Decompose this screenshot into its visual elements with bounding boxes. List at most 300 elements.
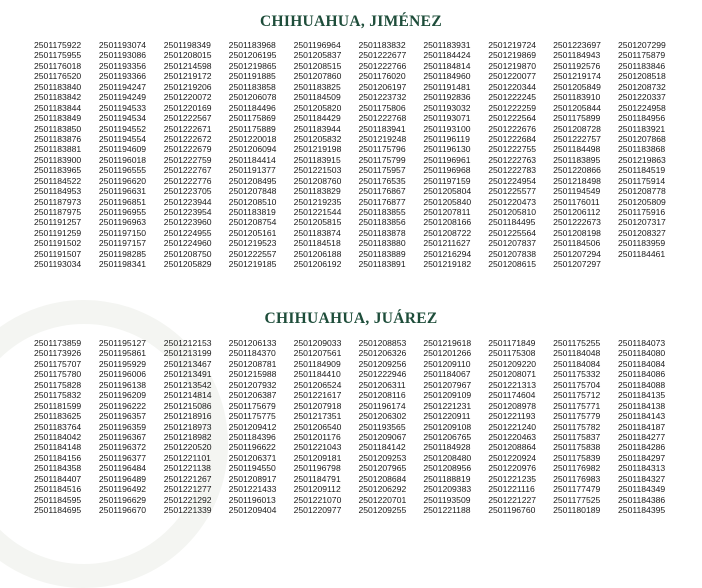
folio-number: 2501196209	[98, 390, 147, 401]
folio-number: 2501184297	[618, 452, 666, 463]
folio-number: 2501196138	[98, 379, 147, 390]
folio-number: 2501193100	[423, 123, 471, 134]
folio-number: 2501222763	[488, 154, 537, 165]
folio-number: 2501173926	[34, 348, 82, 359]
folio-number: 2501171849	[488, 338, 536, 348]
folio-number: 2501184370	[228, 348, 276, 359]
folio-number: 2501184142	[358, 442, 406, 453]
folio-number: 2501183842	[34, 92, 82, 103]
folio-number: 2501192836	[423, 92, 471, 103]
folio-number: 2501174604	[488, 390, 536, 401]
folio-number: 2501184086	[618, 369, 666, 380]
folio-number: 2501175782	[553, 421, 601, 432]
folio-number: 2501193366	[98, 71, 147, 82]
folio-number: 2501224958	[618, 102, 666, 113]
folio-number: 2501184187	[618, 421, 666, 432]
folio-number: 2501194550	[228, 463, 276, 474]
folio-number: 2501196622	[228, 442, 276, 453]
folio-number: 2501183965	[34, 165, 82, 176]
folio-number: 2501184509	[293, 92, 341, 103]
folio-number: 2501177525	[553, 494, 601, 505]
folio-number: 2501183876	[34, 133, 82, 144]
folio-number: 2501207918	[293, 400, 342, 411]
folio-number: 2501220866	[553, 165, 601, 176]
folio-number: 2501175838	[553, 442, 601, 453]
folio-number: 2501184143	[618, 411, 666, 422]
folio-number: 2501195861	[98, 348, 147, 359]
folio-number: 2501208495	[228, 175, 277, 186]
folio-number: 2501207297	[553, 259, 601, 270]
folio-number: 2501191481	[423, 81, 471, 92]
folio-number: 2501208732	[618, 81, 666, 92]
folio-number: 2501183819	[228, 207, 276, 217]
folio-number: 2501219185	[228, 259, 277, 270]
folio-number: 2501183874	[293, 227, 341, 238]
folio-number: 2501196670	[98, 505, 147, 515]
folio-number: 2501206524	[293, 379, 342, 390]
folio-number: 2501208327	[618, 227, 666, 238]
folio-number: 2501196119	[423, 133, 470, 144]
folio-number: 2501195929	[98, 358, 147, 369]
section-title-jimenez: CHIHUAHUA, JIMÉNEZ	[260, 13, 442, 30]
folio-number: 2501184414	[228, 154, 276, 165]
folio-number: 2501222564	[488, 113, 537, 124]
folio-grid-juarez	[34, 338, 683, 515]
folio-number: 2501183764	[34, 421, 82, 432]
folio-number: 2501193356	[98, 60, 147, 71]
folio-number: 2501198349	[163, 40, 211, 50]
section-title-juarez: CHIHUAHUA, JUÁREZ	[264, 310, 438, 327]
folio-number: 2501191502	[34, 238, 82, 249]
folio-number: 2501196367	[98, 431, 147, 442]
folio-number: 2501206112	[553, 207, 601, 217]
folio-number: 2501183941	[358, 123, 406, 134]
folio-number: 2501173859	[34, 338, 82, 348]
folio-number: 2501196359	[98, 421, 147, 432]
folio-number: 2501196851	[98, 196, 147, 207]
folio-number: 2501197159	[423, 175, 471, 186]
folio-number: 2501184791	[293, 473, 341, 484]
folio-number: 2501209383	[423, 484, 472, 495]
folio-number: 2501184084	[618, 358, 666, 369]
folio-number: 2501209181	[293, 452, 342, 463]
folio-number: 2501221277	[163, 484, 212, 495]
folio-number: 2501218973	[163, 421, 212, 432]
folio-number: 2501184358	[34, 463, 82, 474]
folio-number: 2501222676	[488, 123, 537, 134]
folio-number: 2501223944	[163, 196, 212, 207]
folio-number: 2501209253	[358, 452, 407, 463]
folio-number: 2501207561	[293, 348, 342, 359]
folio-number: 2501206311	[358, 379, 406, 390]
folio-number: 2501206195	[228, 50, 277, 61]
folio-number: 2501205832	[293, 133, 342, 144]
folio-number: 2501184928	[423, 442, 471, 453]
folio-number: 2501221267	[163, 473, 212, 484]
folio-number: 2501184506	[553, 238, 601, 249]
folio-number: 2501176018	[34, 60, 82, 71]
folio-number: 2501209109	[423, 390, 472, 401]
folio-number: 2501184909	[293, 358, 341, 369]
folio-number: 2501208728	[553, 123, 601, 134]
folio-number: 2501184156	[34, 452, 82, 463]
folio-number: 2501209412	[228, 421, 277, 432]
folio-number: 2501181599	[34, 400, 82, 411]
folio-number: 2501214814	[163, 390, 212, 401]
folio-number: 2501183625	[34, 411, 82, 422]
folio-number: 2501205804	[423, 186, 472, 197]
folio-number: 2501219248	[358, 133, 407, 144]
folio-number: 2501184327	[618, 473, 666, 484]
folio-number: 2501183829	[293, 186, 341, 197]
folio-number: 2501183915	[293, 154, 341, 165]
folio-number: 2501193074	[98, 40, 147, 50]
folio-number: 2501224955	[163, 227, 212, 238]
folio-number: 2501206192	[293, 259, 342, 270]
folio-number: 2501193071	[423, 113, 471, 124]
folio-number: 2501184396	[228, 431, 276, 442]
folio-number: 2501183889	[358, 248, 406, 259]
folio-number: 2501184495	[488, 217, 536, 228]
folio-number: 2501219523	[228, 238, 277, 249]
folio-number: 2501221138	[163, 463, 211, 474]
folio-number: 2501184084	[553, 358, 601, 369]
folio-number: 2501221503	[293, 165, 342, 176]
folio-number: 2501184135	[618, 390, 666, 401]
folio-number: 2501184953	[34, 186, 82, 197]
folio-number: 2501184496	[228, 102, 276, 113]
folio-number: 2501221070	[293, 494, 342, 505]
folio-number: 2501207868	[618, 133, 666, 144]
folio-number: 2501206371	[228, 452, 277, 463]
folio-number: 2501193565	[358, 421, 406, 432]
folio-number: 2501206197	[358, 81, 407, 92]
folio-number: 2501216294	[423, 248, 472, 259]
folio-number: 2501187973	[34, 196, 82, 207]
folio-number: 2501207838	[488, 248, 537, 259]
folio-number: 2501191885	[228, 71, 276, 82]
folio-number: 2501220337	[618, 92, 666, 103]
folio-number: 2501187975	[34, 207, 82, 217]
folio-number: 2501207932	[228, 379, 277, 390]
folio-number: 2501196377	[98, 452, 147, 463]
folio-number: 2501175779	[553, 411, 601, 422]
folio-number: 2501221188	[423, 505, 471, 515]
folio-number: 2501176520	[34, 71, 82, 82]
folio-number: 2501183881	[34, 144, 82, 155]
folio-number: 2501183832	[358, 40, 406, 50]
folio-number: 2501184407	[34, 473, 82, 484]
folio-number: 2501222759	[163, 154, 212, 165]
folio-number: 2501176535	[358, 175, 406, 186]
folio-number: 2501175780	[34, 369, 82, 380]
folio-number: 2501206387	[228, 390, 277, 401]
folio-number: 2501208515	[293, 60, 342, 71]
folio-number: 2501184461	[618, 248, 666, 259]
folio-number: 2501219198	[293, 144, 342, 155]
folio-number: 2501206326	[358, 348, 407, 359]
folio-number: 2501208166	[423, 217, 472, 228]
folio-number: 2501208071	[488, 369, 537, 380]
folio-number: 2501214598	[163, 60, 212, 71]
folio-number: 2501184498	[553, 144, 601, 155]
folio-number: 2501221544	[293, 207, 342, 217]
folio-number: 2501194249	[98, 92, 147, 103]
folio-number: 2501222677	[358, 50, 407, 61]
folio-number: 2501194554	[98, 133, 147, 144]
folio-number: 2501184148	[34, 442, 82, 453]
folio-number: 2501222783	[488, 165, 537, 176]
folio-number: 2501220911	[423, 411, 471, 422]
folio-number: 2501221292	[163, 494, 212, 505]
folio-number: 2501183844	[34, 102, 82, 113]
folio-number: 2501206302	[358, 411, 407, 422]
folio-number: 2501184395	[618, 505, 666, 515]
folio-number: 2501196631	[98, 186, 147, 197]
folio-number: 2501193509	[423, 494, 471, 505]
folio-number: 2501219206	[163, 81, 212, 92]
folio-number: 2501184519	[618, 165, 666, 176]
folio-number: 2501184138	[618, 400, 666, 411]
folio-number: 2501208917	[228, 473, 277, 484]
folio-number: 2501220169	[163, 102, 212, 113]
folio-number: 2501205815	[293, 217, 342, 228]
folio-number: 2501207848	[228, 186, 277, 197]
folio-number: 2501207837	[488, 238, 537, 249]
folio-number: 2501220018	[228, 133, 277, 144]
folio-number: 2501219235	[293, 196, 342, 207]
folio-number: 2501196492	[98, 484, 147, 495]
folio-number: 2501183891	[358, 259, 406, 270]
folio-number: 2501175957	[358, 165, 406, 176]
folio-number: 2501221043	[293, 442, 342, 453]
folio-number: 2501175796	[358, 144, 406, 155]
folio-number: 2501221235	[488, 473, 537, 484]
folio-number: 2501209112	[293, 484, 341, 495]
folio-number	[618, 259, 683, 269]
folio-number: 2501220077	[488, 71, 537, 82]
folio-number: 2501175707	[34, 358, 82, 369]
folio-grid-jimenez	[34, 40, 683, 270]
folio-number: 2501175704	[553, 379, 601, 390]
folio-number: 2501206765	[423, 431, 472, 442]
folio-number: 2501222679	[163, 144, 212, 155]
folio-number: 2501222557	[228, 248, 277, 259]
folio-number: 2501220701	[358, 494, 407, 505]
folio-number: 2501184814	[423, 60, 471, 71]
folio-number: 2501197150	[98, 227, 147, 238]
folio-number: 2501208116	[358, 390, 406, 401]
folio-number: 2501207965	[358, 463, 407, 474]
folio-number: 2501183846	[618, 60, 666, 71]
folio-number: 2501219870	[488, 60, 537, 71]
folio-number: 2501207860	[293, 71, 342, 82]
folio-number: 2501208978	[488, 400, 537, 411]
folio-number: 2501205810	[488, 207, 537, 217]
folio-number: 2501209108	[423, 421, 472, 432]
folio-number: 2501176011	[553, 196, 600, 207]
folio-number: 2501215988	[228, 369, 277, 380]
folio-number: 2501184073	[618, 338, 666, 348]
folio-number: 2501222757	[553, 133, 601, 144]
folio-number: 2501219618	[423, 338, 472, 348]
folio-number: 2501183856	[358, 217, 406, 228]
folio-number: 2501176982	[553, 463, 601, 474]
folio-number: 2501194534	[98, 113, 147, 124]
folio-number: 2501180189	[553, 505, 601, 515]
folio-number: 2501196357	[98, 411, 147, 422]
folio-number: 2501208722	[423, 227, 472, 238]
folio-number: 2501183895	[553, 154, 601, 165]
folio-number: 2501222776	[163, 175, 212, 186]
folio-number: 2501177479	[553, 484, 601, 495]
folio-number: 2501196222	[98, 400, 147, 411]
folio-number: 2501221433	[228, 484, 277, 495]
folio-number: 2501213491	[163, 369, 212, 380]
folio-number: 2501184424	[423, 50, 471, 61]
folio-number: 2501183931	[423, 40, 471, 50]
folio-number: 2501184410	[293, 369, 341, 380]
folio-number: 2501196760	[488, 505, 536, 515]
folio-number: 2501201266	[423, 348, 472, 359]
folio-number: 2501223705	[163, 186, 212, 197]
folio-number: 2501184048	[553, 348, 601, 359]
folio-number: 2501208518	[618, 71, 666, 82]
folio-number: 2501225564	[488, 227, 537, 238]
folio-number: 2501184313	[618, 463, 666, 474]
folio-number: 2501175775	[228, 411, 276, 422]
folio-number: 2501193032	[423, 102, 471, 113]
folio-number: 2501220977	[293, 505, 342, 515]
folio-number: 2501208750	[163, 248, 212, 259]
folio-number: 2501209220	[488, 358, 537, 369]
folio-number: 2501196174	[358, 400, 406, 411]
folio-number: 2501184522	[34, 175, 82, 186]
folio-number: 2501191259	[34, 227, 82, 238]
folio-number: 2501183910	[553, 92, 601, 103]
folio-number: 2501183850	[34, 123, 82, 134]
folio-number: 2501206188	[293, 248, 342, 259]
folio-number: 2501222766	[358, 60, 407, 71]
folio-number: 2501209256	[358, 358, 407, 369]
folio-number: 2501221313	[488, 379, 537, 390]
folio-number: 2501183840	[34, 81, 82, 92]
folio-number: 2501196130	[423, 144, 471, 155]
folio-number: 2501184088	[618, 379, 666, 390]
folio-number: 2501205837	[293, 50, 342, 61]
folio-number: 2501213467	[163, 358, 212, 369]
folio-number: 2501222671	[163, 123, 212, 134]
folio-number: 2501195127	[98, 338, 147, 348]
folio-number: 2501222673	[553, 217, 601, 228]
folio-number: 2501184956	[618, 113, 666, 124]
folio-number: 2501207967	[423, 379, 472, 390]
folio-number: 2501213542	[163, 379, 212, 390]
folio-number: 2501175889	[228, 123, 276, 134]
folio-number: 2501175837	[553, 431, 601, 442]
folio-number: 2501221617	[293, 390, 342, 401]
folio-number: 2501224954	[488, 175, 537, 186]
folio-number: 2501175799	[358, 154, 406, 165]
folio-number: 2501223732	[358, 92, 407, 103]
folio-number: 2501183900	[34, 154, 82, 165]
folio-number: 2501220520	[163, 442, 212, 453]
folio-number: 2501196018	[98, 154, 147, 165]
folio-number: 2501183880	[358, 238, 406, 249]
folio-number: 2501223960	[163, 217, 212, 228]
folio-number: 2501176877	[358, 196, 406, 207]
folio-number: 2501175832	[34, 390, 82, 401]
folio-number: 2501184067	[423, 369, 471, 380]
folio-number: 2501175955	[34, 50, 82, 61]
folio-number: 2501175922	[34, 40, 82, 50]
folio-number: 2501220473	[488, 196, 537, 207]
folio-number: 2501213199	[163, 348, 212, 359]
folio-number: 2501194552	[98, 123, 147, 134]
folio-number: 2501205820	[293, 102, 342, 113]
folio-number: 2501194533	[98, 102, 147, 113]
folio-number: 2501206094	[228, 144, 277, 155]
folio-number: 2501221339	[163, 505, 212, 515]
folio-number: 2501223954	[163, 207, 212, 217]
folio-number: 2501191377	[228, 165, 276, 176]
folio-number: 2501221240	[488, 421, 537, 432]
folio-number: 2501208684	[358, 473, 407, 484]
folio-number: 2501196961	[423, 154, 471, 165]
folio-number: 2501208754	[228, 217, 277, 228]
folio-number: 2501184429	[293, 113, 341, 124]
folio-number: 2501175916	[618, 207, 666, 217]
folio-number: 2501196963	[98, 217, 147, 228]
folio-number: 2501209404	[228, 505, 277, 515]
folio-number: 2501218498	[553, 175, 601, 186]
folio-number: 2501175332	[553, 369, 601, 380]
folio-number: 2501219869	[488, 50, 537, 61]
folio-number: 2501196489	[98, 473, 147, 484]
folio-number: 2501196484	[98, 463, 147, 474]
folio-number: 2501220463	[488, 431, 537, 442]
folio-number: 2501194247	[98, 81, 147, 92]
folio-number: 2501207811	[423, 207, 471, 217]
folio-number: 2501209110	[423, 358, 471, 369]
folio-number: 2501175308	[488, 348, 536, 359]
folio-number: 2501175806	[358, 102, 406, 113]
folio-number: 2501219863	[618, 154, 666, 165]
folio-number: 2501183968	[228, 40, 276, 50]
folio-number: 2501208510	[228, 196, 277, 207]
folio-number: 2501175914	[618, 175, 666, 186]
folio-number: 2501183868	[618, 144, 666, 155]
folio-number: 2501175712	[553, 390, 601, 401]
folio-number: 2501217351	[293, 411, 342, 422]
folio-number: 2501208015	[163, 50, 212, 61]
folio-number: 2501183855	[358, 207, 406, 217]
folio-number: 2501201176	[293, 431, 341, 442]
folio-number: 2501209033	[293, 338, 342, 348]
folio-number: 2501184516	[34, 484, 82, 495]
folio-number: 2501220924	[488, 452, 537, 463]
folio-number: 2501225577	[488, 186, 537, 197]
folio-number: 2501196968	[423, 165, 471, 176]
folio-number: 2501208198	[553, 227, 601, 238]
folio-number: 2501194549	[553, 186, 601, 197]
folio-number: 2501184943	[553, 50, 601, 61]
folio-number: 2501193034	[34, 259, 82, 270]
folio-number: 2501208853	[358, 338, 407, 348]
folio-number: 2501198341	[98, 259, 147, 270]
folio-number: 2501191507	[34, 248, 82, 259]
folio-number: 2501198285	[98, 248, 147, 259]
